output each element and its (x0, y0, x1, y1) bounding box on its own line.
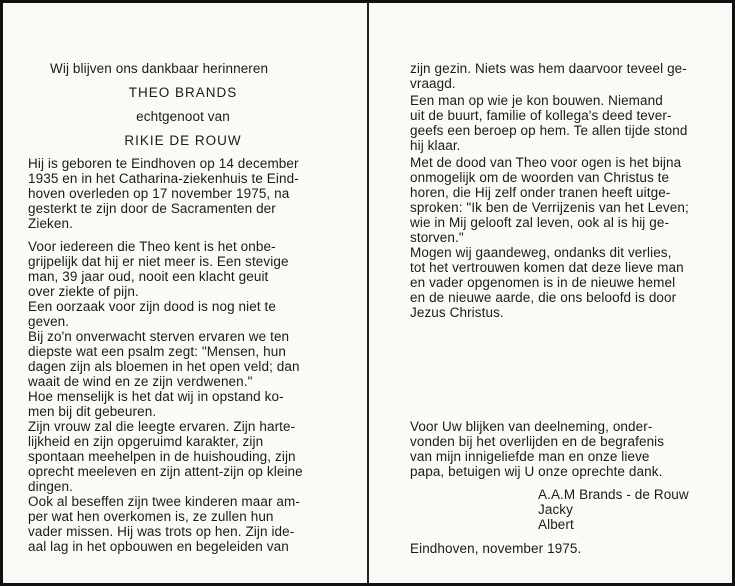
right-paragraph-line: horen, die Hij zelf onder tranen heeft uitge- (410, 185, 671, 200)
right-paragraph-line: Jezus Christus. (410, 305, 504, 320)
left-paragraph-line: Ook al beseffen zijn twee kinderen maar am- (28, 494, 300, 509)
left-paragraph-line: gesterkt te zijn door de Sacramenten der (28, 201, 276, 216)
left-paragraph-line: Zijn vrouw zal die leegte ervaren. Zijn harte- (28, 419, 296, 434)
right-paragraph-line: uit de buurt, familie of kollega's deed tever- (410, 108, 672, 123)
left-paragraph-line: waait de wind en ze zijn verdwenen." (28, 374, 253, 389)
left-paragraph-line: oprecht meeleven en zijn attent-zijn op kleine (28, 464, 303, 479)
left-paragraph-line: Voor iedereen die Theo kent is het onbe- (28, 239, 276, 254)
left-paragraph-line: Een oorzaak voor zijn dood is nog niet te (28, 299, 277, 314)
left-paragraph-line: dingen. (28, 479, 73, 494)
left-paragraph-line: Bij zo'n onverwacht sterven ervaren we ten (28, 329, 290, 344)
left-paragraph-line: diepste wat een psalm zegt: "Mensen, hun (28, 344, 286, 359)
thanks-line: papa, betuigen wij U onze oprechte dank. (410, 464, 663, 479)
right-paragraph-line: en vader opgenomen is in de nieuwe hemel (410, 275, 676, 290)
right-paragraph-line: Met de dood van Theo voor ogen is het bijna (410, 155, 682, 170)
right-paragraph-line: storven." (410, 230, 464, 245)
left-paragraph-line: dagen zijn als bloemen in het open veld; dan (28, 359, 300, 374)
left-paragraph-line: per wat hen overkomen is, ze zullen hun (28, 509, 274, 524)
left-paragraph-line: grijpelijk dat hij er niet meer is. Een stevige (28, 254, 289, 269)
left-paragraph-line: vader missen. Hij was trots op hen. Zijn ide- (28, 524, 295, 539)
left-paragraph-line: 1935 en in het Catharina-ziekenhuis te Eind- (28, 171, 299, 186)
left-paragraph-line: spontaan meehelpen in de huishouding, zijn (28, 449, 296, 464)
right-paragraph-line: sproken: "Ik ben de Verrijzenis van het Leven; (410, 200, 689, 215)
deceased-name: THEO BRANDS (128, 85, 238, 100)
left-paragraph-line: Zieken. (28, 216, 73, 231)
right-paragraph-line: vraagd. (410, 76, 456, 91)
thanks-line: Voor Uw blijken van deelneming, onder- (410, 419, 653, 434)
left-paragraph-line: geven. (28, 314, 70, 329)
relation-line: echtgenoot van (136, 109, 230, 124)
left-paragraph-line: over ziekte of pijn. (28, 284, 139, 299)
right-paragraph-line: Mogen wij gaandeweg, ondanks dit verlies, (410, 245, 672, 260)
right-paragraph-line: en de nieuwe aarde, die ons beloofd is door (410, 290, 677, 305)
right-paragraph-line: tot het vertrouwen komen dat deze lieve man (410, 260, 684, 275)
center-fold (367, 3, 369, 583)
right-paragraph-line: hij klaar. (410, 138, 461, 153)
thanks-line: van mijn innigeliefde man en onze lieve (410, 449, 650, 464)
left-paragraph-line: aal lag in het opbouwen en begeleiden van (28, 539, 289, 554)
signature-child: Albert (538, 517, 574, 532)
left-paragraph-line: hoven overleden op 17 november 1975, na (28, 186, 290, 201)
left-paragraph-line: Hij is geboren te Eindhoven op 14 december (28, 156, 299, 171)
right-paragraph-line: Een man op wie je kon bouwen. Niemand (410, 93, 663, 108)
signature-widow: A.A.M Brands - de Rouw (538, 487, 689, 502)
left-paragraph-line: lijkheid en zijn opgeruimd karakter, zijn (28, 434, 264, 449)
opening-line: Wij blijven ons dankbaar herinneren (50, 61, 269, 76)
right-paragraph-line: geefs een beroep op hem. Te allen tijde stond (410, 123, 688, 138)
left-paragraph-line: man, 39 jaar oud, nooit een klacht geuit (28, 269, 269, 284)
left-paragraph-line: Hoe menselijk is het dat wij in opstand ko- (28, 389, 284, 404)
right-paragraph-line: wie in Mij gelooft zal leven, ook al is hij ge- (410, 215, 670, 230)
right-paragraph-line: onmogelijk om de woorden van Christus te (410, 170, 670, 185)
left-paragraph-line: men bij dit gebeuren. (28, 404, 157, 419)
right-paragraph-line: zijn gezin. Niets was hem daarvoor teveel ge- (410, 61, 687, 76)
thanks-line: vonden bij het overlijden en de begrafenis (410, 434, 665, 449)
spouse-name: RIKIE DE ROUW (124, 133, 242, 148)
signature-child: Jacky (538, 502, 574, 517)
place-date: Eindhoven, november 1975. (410, 541, 582, 556)
